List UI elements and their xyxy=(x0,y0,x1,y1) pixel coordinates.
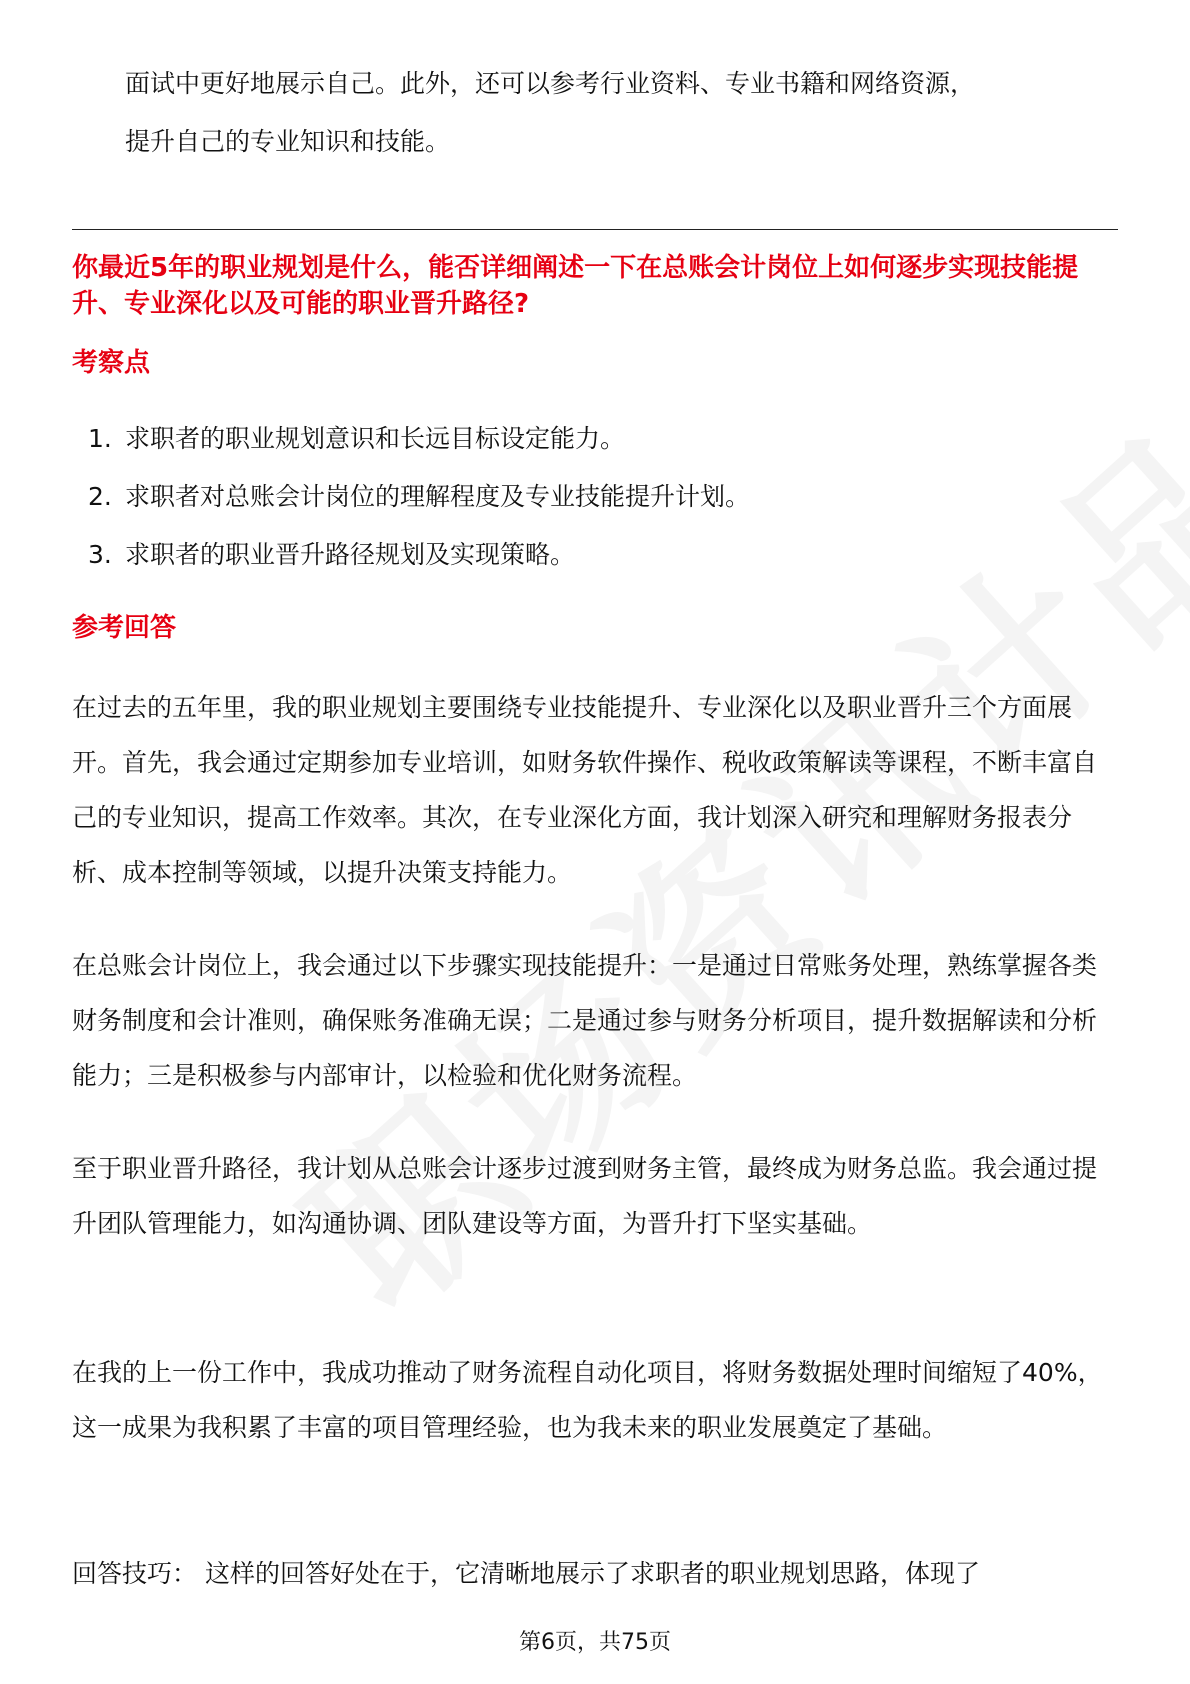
key-points-heading: 考察点 xyxy=(72,348,151,378)
list-item xyxy=(72,526,1118,584)
answer-paragraph: 在我的上一份工作中，我成功推动了财务流程自动化项目，将财务数据处理时间缩短了40%，这一成果为我积累了丰富的项目管理经验，也为我未来的职业发展奠定了基础。 xyxy=(72,1358,1103,1442)
list-text: 求职者对总账会计岗位的理解程度及专业技能提升计划。 xyxy=(125,482,751,511)
list-text: 求职者的职业规划意识和长远目标设定能力。 xyxy=(125,424,626,453)
answer-paragraph: 在过去的五年里，我的职业规划主要围绕专业技能提升、专业深化以及职业晋升三个方面展开。首先，我会通过定期参加专业培训，如财务软件操作、税收政策解读等课程，不断丰富自己的专业知识，提高工作效率。其次，在专业深化方面，我计划深入研究和理解财务报表分析、成本控制等领域，以提升决策支持能力。 xyxy=(72,693,1098,887)
answer-tips: 回答技巧： 这样的回答好处在于，它清晰地展示了求职者的职业规划思路，体现了 xyxy=(72,1559,980,1588)
continuation-line-2: 提升自己的专业知识和技能。 xyxy=(125,127,451,156)
answer-heading: 参考回答 xyxy=(72,613,177,643)
list-number: 3. xyxy=(88,540,112,569)
page-number: 第6页，共75页 xyxy=(519,1630,671,1655)
key-points-list xyxy=(72,410,1118,584)
question-title: 你最近5年的职业规划是什么，能否详细阐述一下在总账会计岗位上如何逐步实现技能提升、专业深化以及可能的职业晋升路径? xyxy=(72,253,1079,319)
list-item xyxy=(72,468,1118,526)
list-item xyxy=(72,410,1118,468)
list-number: 2. xyxy=(88,482,112,511)
list-text: 求职者的职业晋升路径规划及实现策略。 xyxy=(125,540,576,569)
answer-paragraph: 在总账会计岗位上，我会通过以下步骤实现技能提升：一是通过日常账务处理，熟练掌握各类财务制度和会计准则，确保账务准确无误；二是通过参与财务分析项目，提升数据解读和分析能力；三是积极参与内部审计，以检验和优化财务流程。 xyxy=(72,951,1098,1090)
list-number: 1. xyxy=(88,424,112,453)
continuation-line-1: 面试中更好地展示自己。此外，还可以参考行业资料、专业书籍和网络资源， xyxy=(125,69,976,98)
answer-paragraph: 至于职业晋升路径，我计划从总账会计逐步过渡到财务主管，最终成为财务总监。我会通过提升团队管理能力，如沟通协调、团队建设等方面，为晋升打下坚实基础。 xyxy=(72,1154,1098,1238)
section-divider xyxy=(72,229,1118,230)
